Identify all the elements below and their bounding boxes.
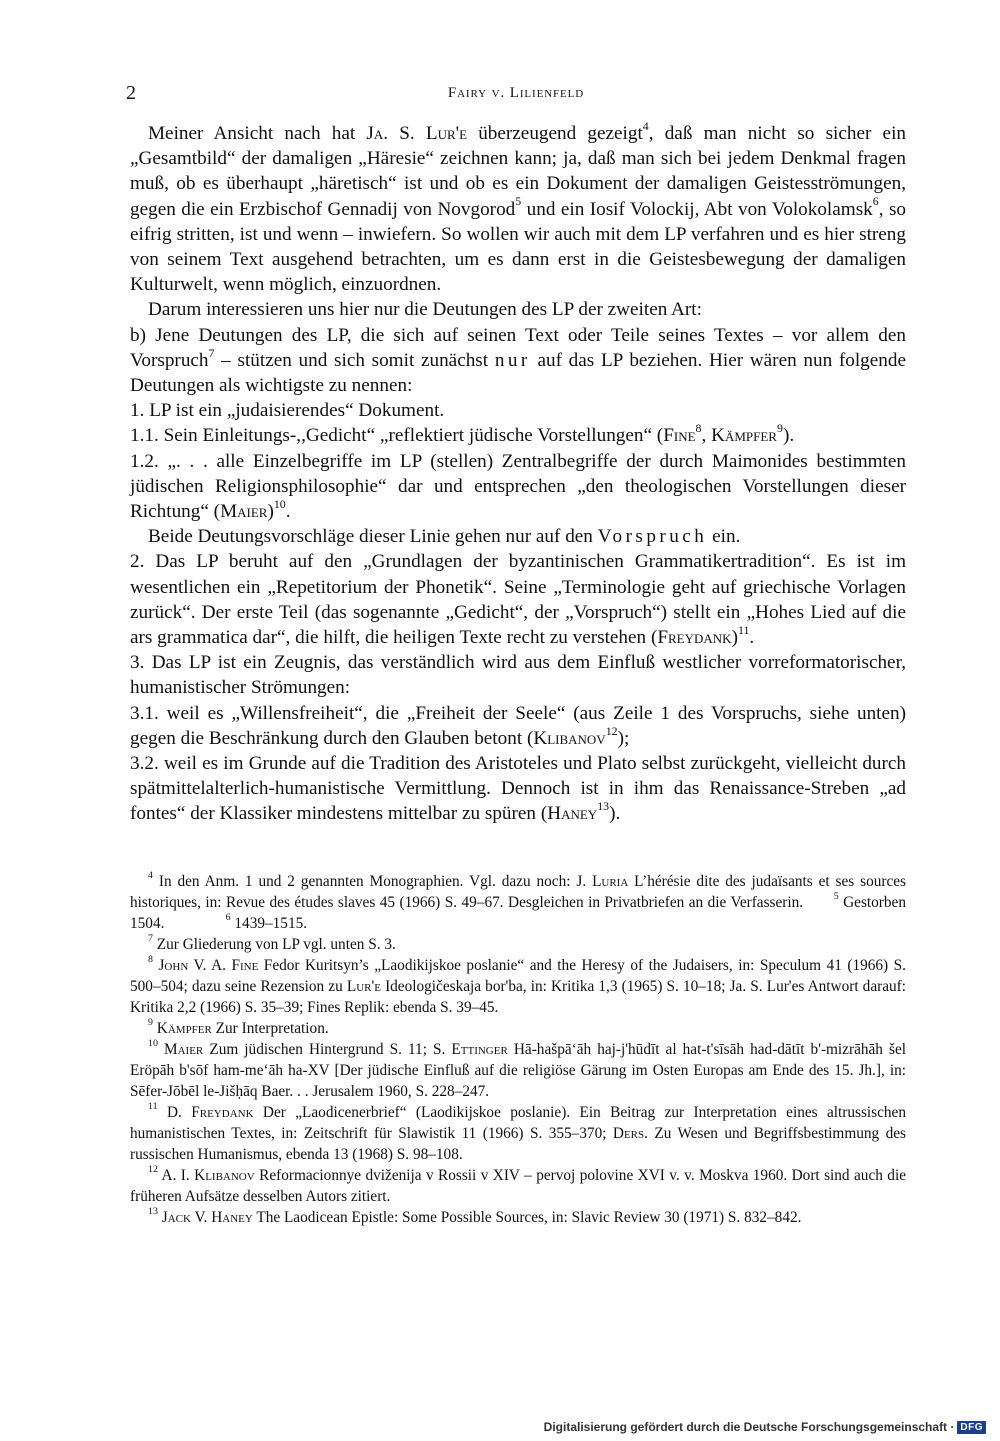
footnote: $^{12}$ A. I. Klibanov Reformacionnye dviženija v Rossii v XIV – pervoj polovine XVI v. v. Moskva 1960. Dort sind auch die früheren Aufsätze desselben Autors zitiert. [130,1164,906,1205]
author-name: Maier [220,501,268,523]
emphasis: nur [494,349,531,371]
paragraph: b) Jene Deutungen des LP, die sich auf seinen Text oder Teile seines Textes – vor allem den Vorspruch$^7$ – stützen und sich somit zunächst nur auf das LP beziehen. Hier wären nun folgende Deutungen als wichtigste zu nennen: [130,324,906,397]
paragraph: Darum interessieren uns hier nur die Deutungen des LP der zweiten Art: [148,299,702,321]
dfg-logo: DFG [957,1421,986,1434]
footnote-ref: 6 [872,194,879,209]
emphasis: Vorspruch [597,526,708,548]
list-item: 1. LP ist ein „judaisierendes“ Dokument. [130,400,445,422]
author-name: Klibanov [533,727,606,749]
footnote-ref: 9 [776,421,783,436]
paragraph: Beide Deutungsvorschläge dieser Linie gehen nur auf den Vorspruch ein. [148,526,741,548]
list-item: 1.1. Sein Einleitungs-,,Gedicht“ „reflektiert jüdische Vorstellungen“ (Fine$^8$, Kämpfer$^9$). [130,421,795,447]
author-name: Kämpfer [711,425,777,447]
footnote-ref: 12 [605,723,618,738]
footnote: $^{11}$ D. Freydank Der „Laodicenerbrief“ (Laodikijskoe poslanie). Ein Beitrag zur Interpretation eines altrussischen humanistischen Textes, in: Zeitschrift für Slawistik 11 (1966) S. 355–370; Ders. Zu Wesen und Begriffsbestimmung des russischen Humanismus, ebenda 13 (1968) S. 98–108. [130,1101,906,1163]
author-name: Freydank [657,627,732,649]
list-item: 2. Das LP beruht auf den „Grundlagen der byzantinischen Grammatikertradition“. Es ist im wesentlichen ein „Repetitorium der Phonetik“. Seine „Terminologie geht auf griechische Vorlagen zurück“. Der erste Teil (das sogenannte „Gedicht“, der „Vorspruch“) stellt ein „Hohes Lied auf die ars grammatica dar“, die hilft, die heiligen Texte recht zu verstehen (Freydank)$^{11}$. [130,551,906,649]
list-item: 3.2. weil es im Grunde auf die Tradition des Aristoteles und Plato selbst zurückgeht, vielleicht durch spätmittelalterlich-humanistische Vermittlung. Dennoch ist in ihm das Renaissance-Streben „ad fontes“ der Klassiker mindestens mittelbar zu spüren (Haney$^{13}$). [130,753,906,825]
footnotes [130,871,906,1228]
running-head: Fairy v. Lilienfeld [447,85,585,101]
author-name: Fine [663,425,696,447]
credit-text: Digitalisierung gefördert durch die Deutsche Forschungsgemeinschaft · [543,1420,955,1434]
paragraph: Meiner Ansicht nach hat Ja. S. Lur'e überzeugend gezeigt$^4$, daß man nicht so sicher ein „Gesamtbild“ der damaligen „Häresie“ zeichnen kann; ja, daß man sich bei jedem Denkmal fragen muß, ob es überhaupt „häretisch“ ist und ob es ein Dokument der damaligen Geistesströmungen, gegen die ein Erzbischof Gennadij von Novgorod$^5$ und ein Iosif Volockij, Abt von Volokolamsk$^6$, so eifrig stritten, ist und wenn – inwiefern. So wollen wir auch mit dem LP verfahren und es hier streng von seinem Text ausgehend betrachten, um es dann erst in die Geistesbewegung der damaligen Kulturwelt, wenn möglich, einzuordnen. [130,118,906,296]
footnote-ref: 13 [597,799,610,814]
footnote-ref: 7 [208,345,215,360]
footnote: $^7$ Zur Gliederung von LP vgl. unten S. 3. [148,933,396,953]
list-item: 1.2. „. . . alle Einzelbegriffe im LP (stellen) Zentralbegriffe der durch Maimonides bestimmten jüdischen Religionsphilosophie“ dar und entsprechen „den theologischen Vorstellungen dieser Richtung“ (Maier)$^{10}$. [130,450,906,523]
footnote-ref: 11 [737,622,750,637]
digitization-credit [544,1419,986,1435]
footnote-ref: 8 [695,421,702,436]
footnote: $^4$ In den Anm. 1 und 2 genannten Monographien. Vgl. dazu noch: J. Luria L’hérésie dite des judaïsants et ses sources historiques, in: Revue des études slaves 45 (1966) S. 49–67. Desgleichen in Privatbriefen an die Verfasserin. $^5$ Gestorben 1504. $^6$ 1439–1515. [130,870,906,932]
page-header [126,82,906,108]
list-item: 3.1. weil es „Willensfreiheit“, die „Freiheit der Seele“ (aus Zeile 1 des Vorspruchs, siehe unten) gegen die Beschränkung durch den Glauben betont (Klibanov$^{12}$); [130,702,906,749]
footnote: $^8$ John V. A. Fine Fedor Kuritsyn’s „Laodikijskoe poslanie“ and the Heresy of the Judaisers, in: Speculum 41 (1966) S. 500–504; dazu seine Rezension zu Lur'e Ideologičeskaja bor'ba, in: Kritika 1,3 (1965) S. 10–18; Ja. S. Lur'es Antwort darauf: Kritika 2,2 (1966) S. 35–39; Fines Replik: ebenda S. 39–45. [130,954,906,1016]
footnote-ref: 10 [273,496,286,511]
author-name: Ja. S. Lur'e [366,123,468,144]
footnote-ref: 4 [642,118,649,133]
body-text [130,118,906,827]
page-number: 2 [126,82,136,104]
footnote: $^{13}$ Jack V. Haney The Laodicean Epistle: Some Possible Sources, in: Slavic Review 30 (1971) S. 832–842. [148,1206,802,1226]
footnote: $^{10}$ Maier Zum jüdischen Hintergrund S. 11; S. Ettinger Hā-hašpā‘āh haj-j'hūdīt al hat-t'sīsāh had-dātīt b'-mizrāhāh šel Eröpāh b'sōf ham-me‘āh ha-XV [Der jüdische Einfluß auf die religiöse Gärung im Osten Europas am Ende des 15. Jh.], in: Sēfer-Jōbēl le-Jišḥāq Baer. . . Jerusalem 1960, S. 228–247. [130,1038,907,1100]
author-name: Haney [547,803,598,825]
list-item: 3. Das LP ist ein Zeugnis, das verständlich wird aus dem Einfluß westlicher vorreformatorischer, humanistischer Strömungen: [130,652,906,699]
footnote-ref: 5 [515,194,522,209]
footnote: $^9$ Kämpfer Zur Interpretation. [148,1017,329,1037]
